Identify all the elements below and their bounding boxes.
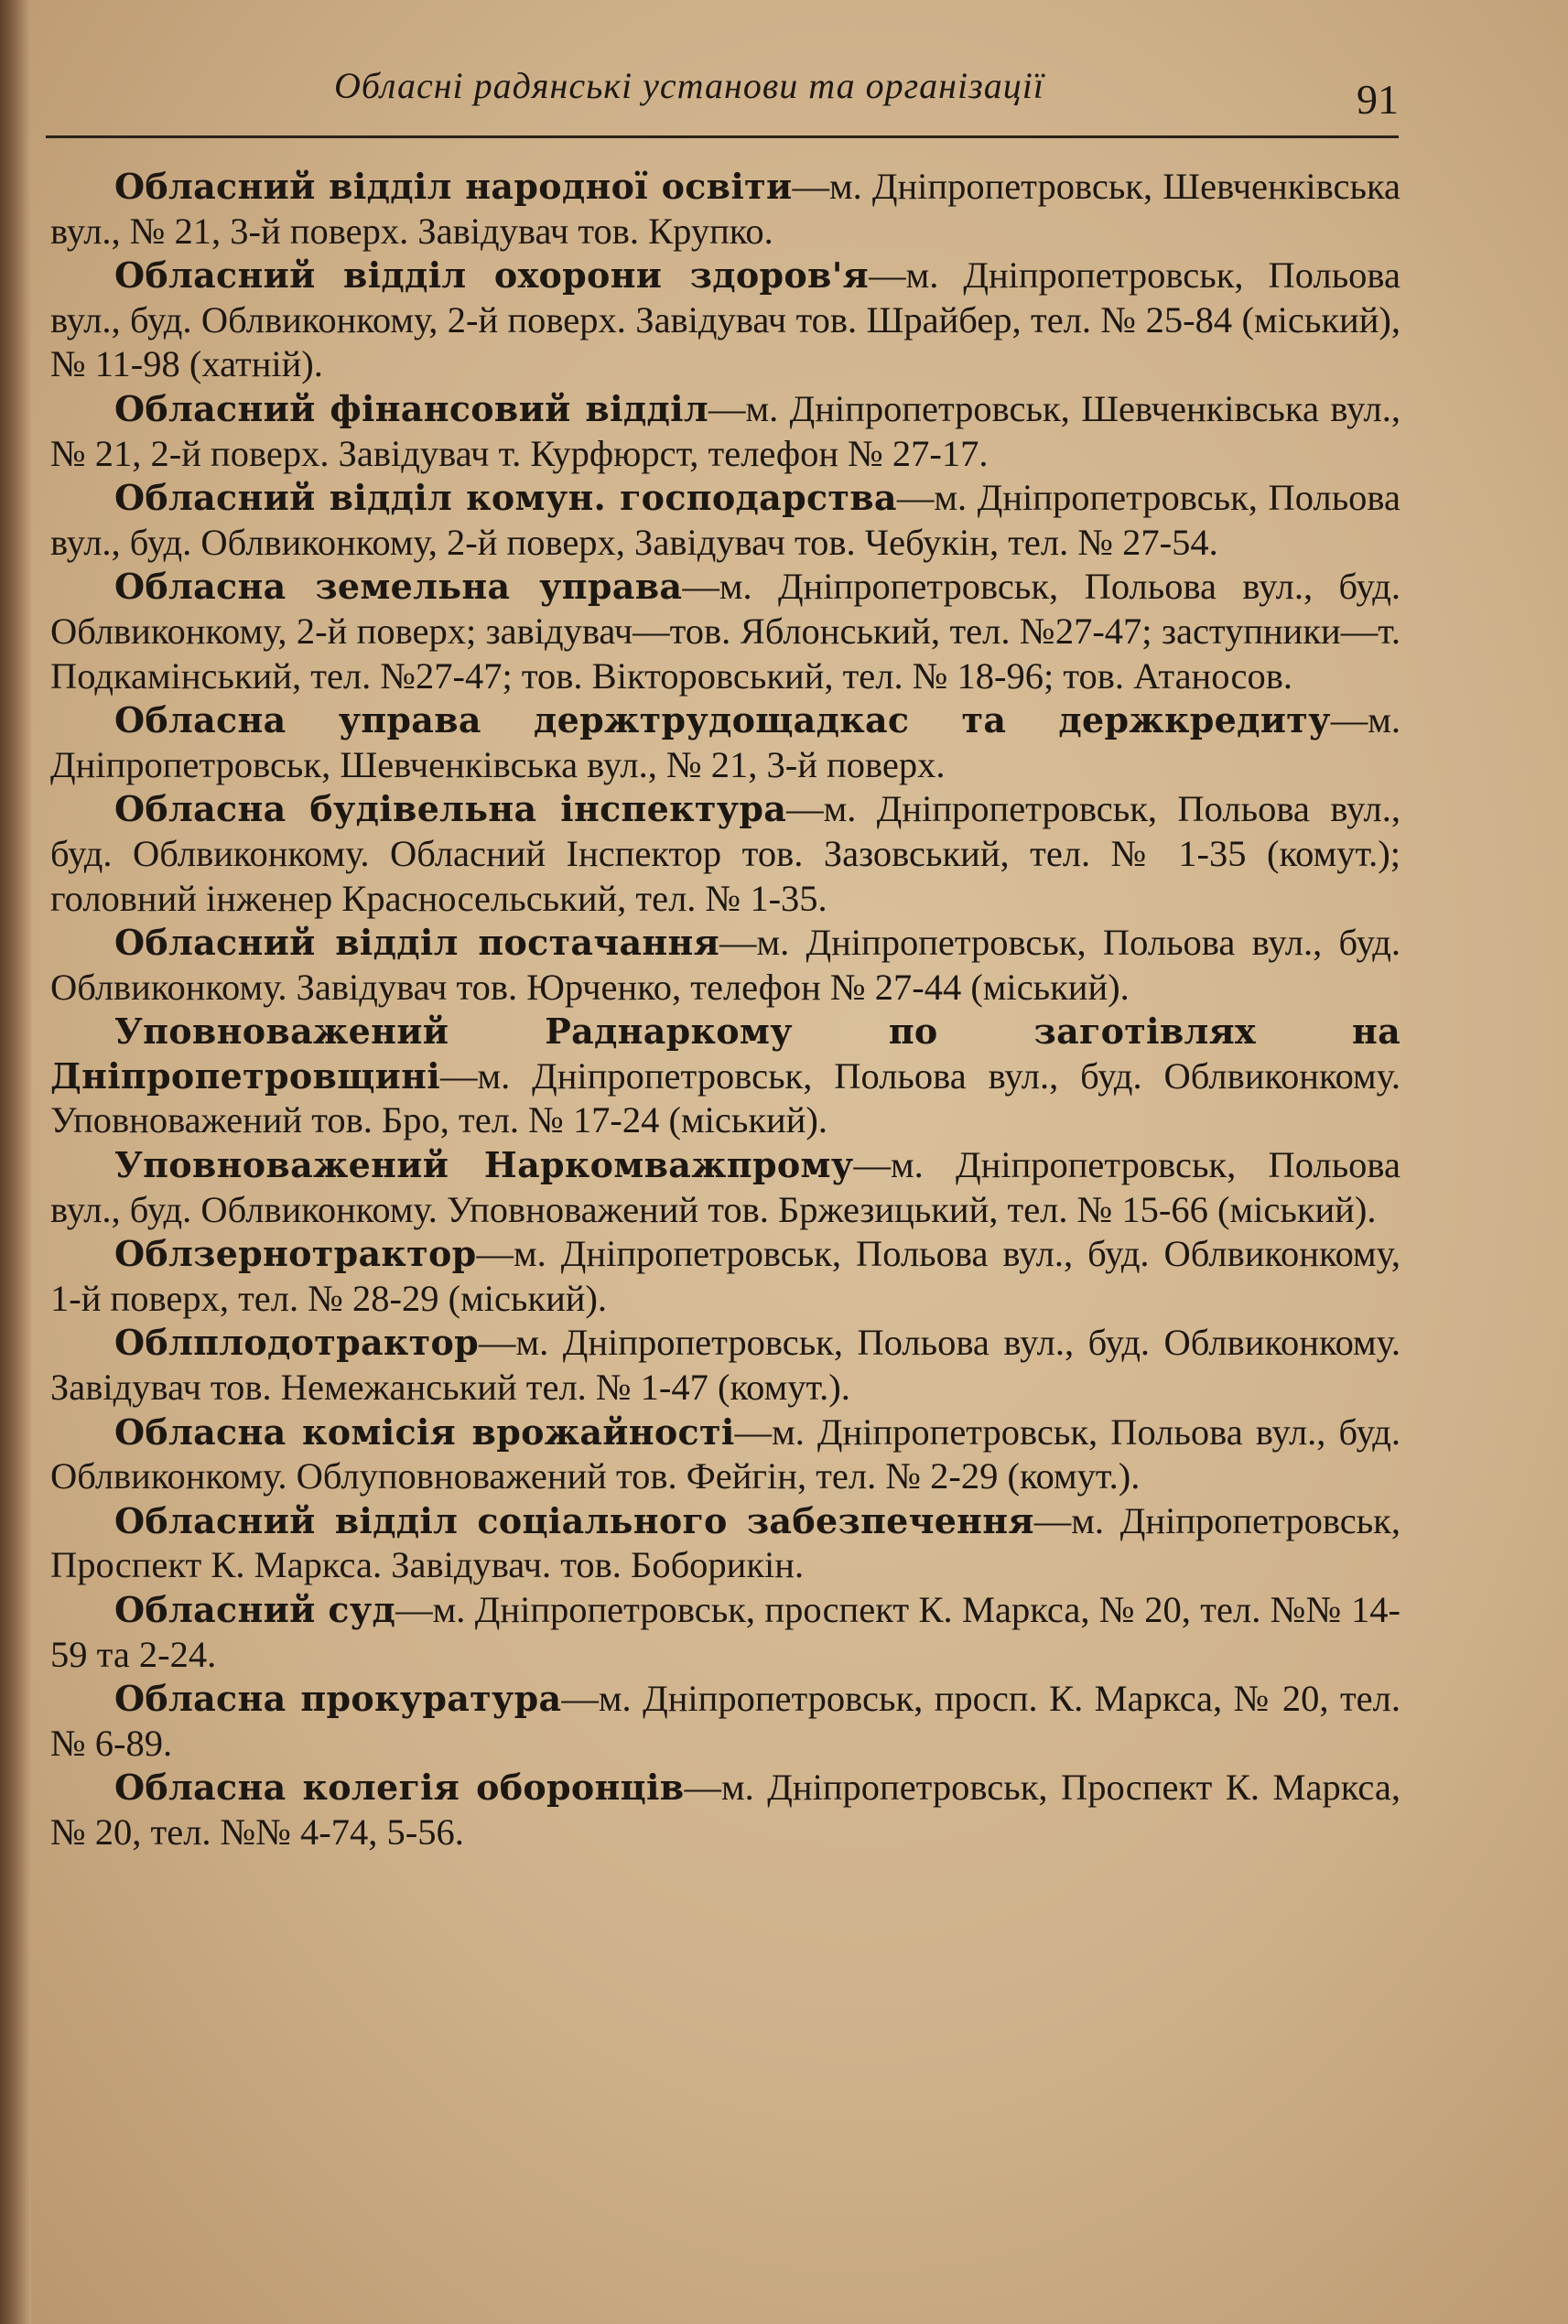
entry-name: Обласний відділ комун. господарства — [114, 477, 897, 519]
entry-name: Обласна прокуратура — [114, 1678, 562, 1720]
header-rule — [46, 135, 1399, 138]
page-number: 91 — [1357, 76, 1399, 123]
entry-name: Обласний відділ соціального забезпечення — [114, 1499, 1034, 1541]
running-title: Обласні радянські установи та організації — [334, 65, 1044, 106]
entry-name: Обласний відділ охорони здоров'я — [114, 254, 870, 297]
directory-entry — [50, 921, 1400, 1010]
entry-details: —м. Дніпропетровськ, Польова вул., буд. Облвиконкому. Уповноважений тов. Бро, тел. № 17-24 (міський). — [50, 1054, 1400, 1141]
entry-name: Обласний відділ народної освіти — [114, 166, 793, 207]
page-header — [0, 55, 1568, 146]
entry-details: —м. Дніпропетровськ, Польова вул., буд. Облвиконкому, 2-й поверх; завідувач—тов. Яблонський, тел. №27-47; заступники—т. Подкамінський, тел. №27-47; тов. Вікторовський, тел. № 18-96; тов. Атаносов. — [50, 566, 1400, 697]
entry-details: —м. Дніпропетровськ, Шевченківська вул., № 21, 3-й поверх. — [50, 699, 1400, 785]
entry-details: —м. Дніпропетровськ, проспект К. Маркса, № 20, тел. №№ 14-59 та 2-24. — [50, 1589, 1401, 1675]
entry-details: —м. Дніпропетровськ, Шевченківська вул., № 21, 2-й поверх. Завідувач т. Курфюрст, телефон № 27-17. — [50, 387, 1401, 474]
directory-entry — [50, 1766, 1400, 1854]
directory-entry — [50, 1677, 1400, 1766]
entry-details: —м. Дніпропетровськ, Польова вул., буд. Облвиконкому, 2-й поверх. Завідувач тов. Шрайбер, тел. № 25-84 (міський), № 11-98 (хатній). — [50, 254, 1400, 385]
entry-name: Обласний суд — [114, 1589, 396, 1630]
directory-entry — [50, 254, 1400, 387]
directory-entry — [50, 1321, 1400, 1410]
directory-entry — [50, 1010, 1400, 1143]
entry-name: Обласна будівельна інспектура — [114, 788, 787, 830]
entry-details: —м. Дніпропетровськ, Польова вул., буд. Облвиконкому. Облуповноважений тов. Фейгін, тел. № 2-29 (комут.). — [50, 1411, 1400, 1497]
entry-name: Уповноважений Раднаркому по заготівлях на Дніпропетровщині — [50, 1011, 1400, 1097]
entry-details: —м. Дніпропетровськ, Польова вул., буд. Облвиконкому, 2-й поверх, Завідувач тов. Чебукін, тел. № 27-54. — [50, 477, 1400, 563]
directory-entry — [50, 1588, 1400, 1677]
directory-entry — [50, 1143, 1400, 1232]
directory-listing — [50, 165, 1400, 1855]
directory-entry — [50, 698, 1400, 787]
directory-entry — [50, 476, 1400, 565]
entry-details: —м. Дніпропетровськ, просп. К. Маркса, № 20, тел. № 6-89. — [50, 1678, 1400, 1764]
directory-entry — [50, 787, 1400, 921]
directory-entry — [50, 1499, 1400, 1588]
entry-name: Обласна земельна управа — [114, 566, 683, 608]
entry-name: Обласна комісія врожайності — [114, 1411, 735, 1453]
entry-details: —м. Дніпропетровськ, Проспект К. Маркса, № 20, тел. №№ 4-74, 5-56. — [50, 1767, 1400, 1853]
entry-details: —м. Дніпропетровськ, Польова вул., буд. Облвиконкому. Завідувач тов. Юрченко, телефон № 27-44 (міський). — [50, 922, 1400, 1008]
book-spine-shadow — [0, 0, 31, 2324]
directory-entry — [50, 565, 1400, 698]
entry-details: —м. Дніпропетровськ, Шевченківська вул., № 21, 3-й поверх. Завідувач тов. Крупко. — [50, 166, 1401, 252]
entry-name: Уповноважений Наркомважпрому — [114, 1144, 854, 1186]
directory-entry — [50, 165, 1400, 254]
entry-name: Облплодотрактор — [114, 1322, 480, 1364]
entry-name: Обласний відділ постачання — [114, 922, 719, 964]
directory-entry — [50, 387, 1400, 476]
entry-name: Обласна колегія оборонців — [114, 1767, 685, 1809]
entry-name: Облзернотрактор — [114, 1233, 477, 1275]
entry-details: —м. Дніпропетровськ, Проспект К. Маркса. Завідувач. тов. Боборикін. — [50, 1499, 1400, 1586]
entry-details: —м. Дніпропетровськ, Польова вул., буд. Облвиконкому, 1-й поверх, тел. № 28-29 (міський). — [50, 1233, 1400, 1319]
entry-name: Обласний фінансовий відділ — [114, 387, 708, 429]
entry-name: Обласна управа держтрудощадкас та держкредиту — [114, 699, 1331, 741]
entry-details: —м. Дніпропетровськ, Польова вул., буд. Облвиконкому. Завідувач тов. Немежанський тел. № 1-47 (комут.). — [50, 1322, 1400, 1409]
directory-entry — [50, 1232, 1400, 1321]
entry-details: —м. Дніпропетровськ, Польова вул., буд. Облвиконкому. Обласний Інспектор тов. Зазовський, тел. № 1-35 (комут.); головний інженер Красносельський, тел. № 1-35. — [50, 788, 1400, 919]
entry-details: —м. Дніпропетровськ, Польова вул., буд. Облвиконкому. Уповноважений тов. Бржезицький, тел. № 15-66 (міський). — [50, 1144, 1400, 1230]
directory-entry — [50, 1411, 1400, 1499]
